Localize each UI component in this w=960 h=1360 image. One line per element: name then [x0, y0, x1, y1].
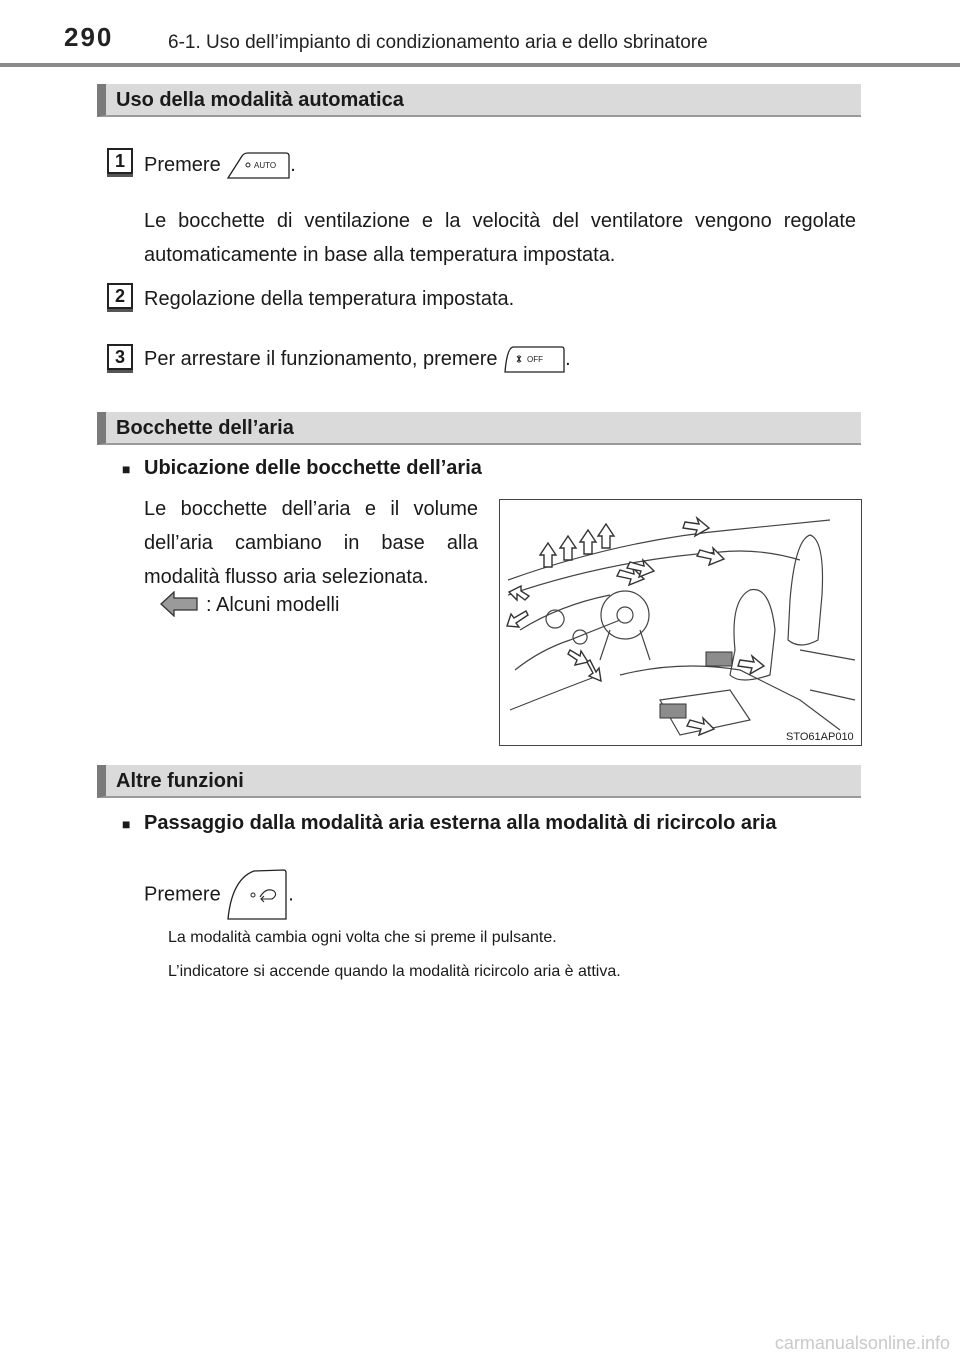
off-button-icon	[503, 346, 565, 374]
section-title: Bocchette dell’aria	[116, 417, 294, 439]
step-1-detail: Le bocchette di ventilazione e la velocità del ventilatore vengono regolate automaticamente in base alla temperatura impostata.	[144, 210, 856, 266]
header-rule	[0, 63, 960, 67]
off-button-label: OFF	[527, 354, 544, 364]
vent-arrow-legend-icon	[160, 591, 198, 617]
section-title: Altre funzioni	[116, 770, 244, 792]
section-heading-other	[97, 765, 861, 798]
section-title: Uso della modalità automatica	[116, 89, 404, 111]
recirculation-step: Premere .	[144, 869, 294, 921]
step-3-text: Per arrestare il funzionamento, premere	[144, 348, 498, 370]
note-1: La modalità cambia ogni volta che si preme il pulsante.	[168, 929, 557, 946]
watermark: carmanualsonline.info	[774, 1333, 950, 1353]
section-heading-vents	[97, 412, 861, 445]
car-interior-illustration	[500, 500, 861, 745]
vents-bullet: ■ Ubicazione delle bocchette dell’aria	[144, 457, 482, 480]
step-number-3: 3	[107, 344, 133, 370]
recirculation-step-text: Premere	[144, 883, 221, 906]
page-number: 290	[64, 22, 114, 52]
step-1-line: Premere AUTO .	[144, 148, 296, 182]
section-heading-auto	[97, 84, 861, 117]
step-number-1: 1	[107, 148, 133, 174]
step-number-2: 2	[107, 283, 133, 309]
step-2-text: Regolazione della temperatura impostata.	[144, 288, 515, 310]
note-2: L’indicatore si accende quando la modalità ricircolo aria è attiva.	[168, 963, 621, 980]
chapter-title: 6-1. Uso dell’impianto di condizionamento aria e dello sbrinatore	[168, 32, 708, 53]
figure-code: STO61AP010	[786, 731, 854, 743]
step-1-text: Premere	[144, 154, 221, 176]
step-3-line: Per arrestare il funzionamento, premere OFF .	[144, 342, 571, 376]
auto-button-label: AUTO	[254, 160, 277, 170]
recirculation-button-icon	[226, 869, 288, 921]
vents-figure	[499, 499, 862, 746]
recirculation-bullet: ■ Passaggio dalla modalità aria esterna alla modalità di ricircolo aria	[144, 812, 776, 835]
vents-text: Le bocchette dell’aria e il volume dell’aria cambiano in base alla modalità flusso aria selezionata.	[144, 498, 478, 588]
legend-text: : Alcuni modelli	[206, 594, 340, 616]
auto-button-icon	[226, 152, 290, 180]
